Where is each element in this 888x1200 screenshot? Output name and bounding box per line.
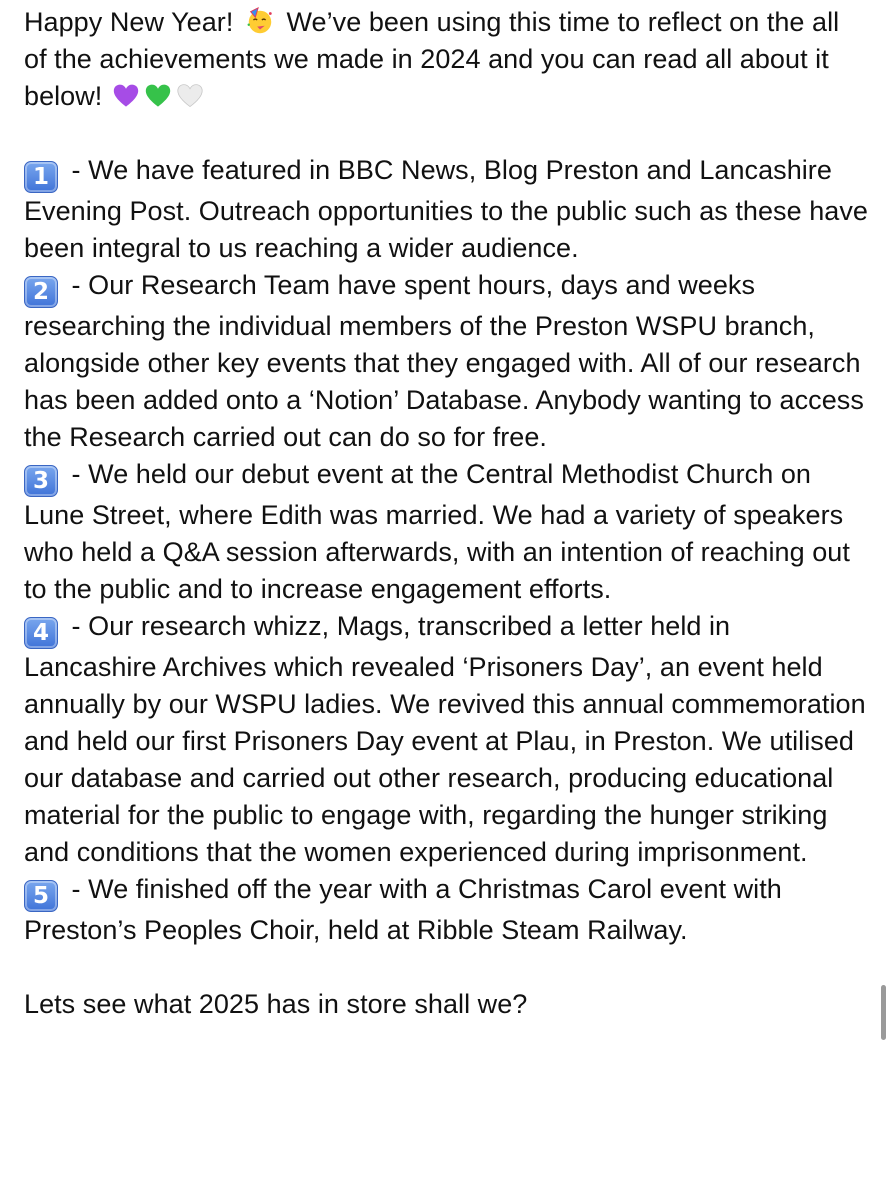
- keycap-2-icon: 2: [24, 276, 58, 308]
- keycap-4-icon: 4: [24, 617, 58, 649]
- list-item-5: [24, 871, 869, 949]
- list-item-text: - We have featured in BBC News, Blog Preston and Lancashire Evening Post. Outreach opportunities to the public such as these have been integral to us reaching a wider audience.: [24, 155, 868, 263]
- blank-line: [24, 949, 869, 986]
- keycap-3-icon: 3: [24, 465, 58, 497]
- note-body: [24, 4, 869, 1023]
- intro-greeting: Happy New Year!: [24, 7, 234, 37]
- purple-heart-shape: [114, 85, 138, 107]
- blank-line: [24, 115, 869, 152]
- list-item-2: [24, 267, 869, 456]
- list-item-3: [24, 456, 869, 608]
- list-item-text: - Our research whizz, Mags, transcribed a letter held in Lancashire Archives which revealed ‘Prisoners Day’, an event held annually by our WSPU ladies. We revived this annual commemoration and held our first Prisoners Day event at Plau, in Preston. We utilised our database and carried out other research, producing educational material for the public to engage with, regarding the hunger striking and conditions that the women experienced during imprisonment.: [24, 611, 866, 867]
- partying-face-icon: [245, 6, 275, 36]
- list-item-text: - We finished off the year with a Christmas Carol event with Preston’s Peoples Choir, held at Ribble Steam Railway.: [24, 874, 782, 945]
- keycap-5-icon: 5: [24, 880, 58, 912]
- intro-text: We’ve been using this time to reflect on the all of the achievements we made in 2024 and you can read all about it below!: [24, 7, 840, 111]
- scrollbar-thumb[interactable]: [881, 985, 886, 1040]
- purple-heart-icon: [113, 83, 139, 109]
- closing-line: Lets see what 2025 has in store shall we?: [24, 989, 528, 1019]
- white-heart-shape: [178, 85, 202, 107]
- list-item-1: [24, 152, 869, 267]
- green-heart-icon: [145, 83, 171, 109]
- white-heart-icon: [177, 83, 203, 109]
- intro-paragraph: [24, 4, 869, 115]
- list-item-text: - Our Research Team have spent hours, days and weeks researching the individual members of the Preston WSPU branch, alongside other key events that they engaged with. All of our research has been added onto a ‘Notion’ Database. Anybody wanting to access the Research carried out can do so for free.: [24, 270, 864, 452]
- list-item-text: - We held our debut event at the Central Methodist Church on Lune Street, where Edith was married. We had a variety of speakers who held a Q&A session afterwards, with an intention of reaching out to the public and to increase engagement efforts.: [24, 459, 850, 604]
- keycap-1-icon: 1: [24, 161, 58, 193]
- green-heart-shape: [146, 85, 170, 107]
- list-item-4: [24, 608, 869, 871]
